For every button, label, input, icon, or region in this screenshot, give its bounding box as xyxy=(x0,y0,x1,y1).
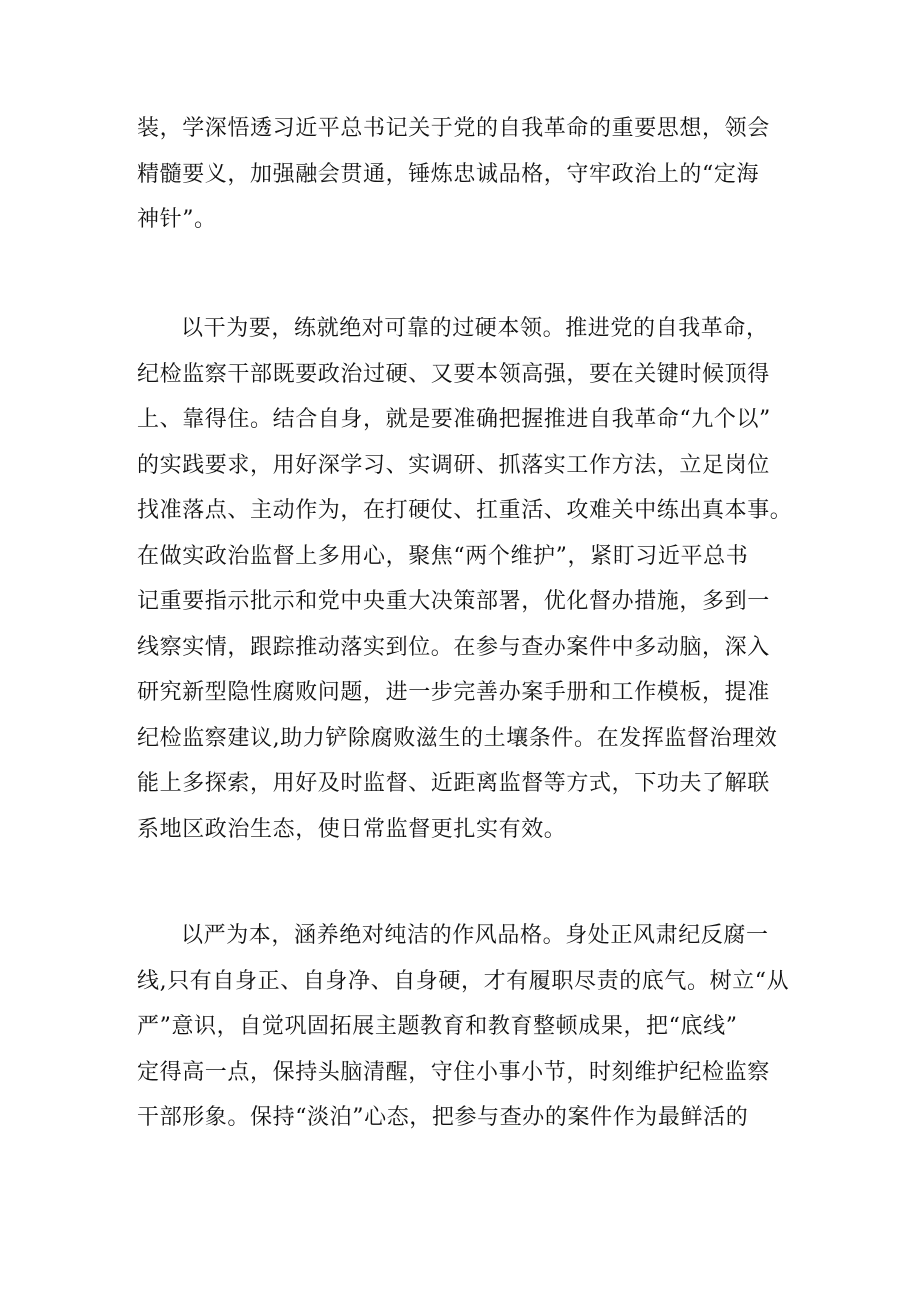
text-line: 找准落点、主动作为，在打硬仗、扛重活、攻难关中练出真本事。 xyxy=(137,498,793,523)
text-line: 的实践要求，用好深学习、实调研、抓落实工作方法，立足岗位 xyxy=(137,452,770,478)
text-line: 在做实政治监督上多用心，聚焦“两个维护”，紧盯习近平总书 xyxy=(137,543,749,569)
paragraph-1 xyxy=(137,106,797,243)
text-line: 装，学深悟透习近平总书记关于党的自我革命的重要思想，领会 xyxy=(137,116,770,141)
text-line: 线,只有自身正、自身净、自身硬，才有履职尽责的底气。树立“从 xyxy=(137,968,790,994)
text-line: 线察实情，跟踪推动落实到位。在参与查办案件中多动脑，深入 xyxy=(137,634,770,660)
text-line: 严”意识，自觉巩固拓展主题教育和教育整顿成果，把“底线” xyxy=(137,1014,738,1039)
text-line: 干部形象。保持“淡泊”心态，把参与查办的案件作为最鲜活的 xyxy=(137,1105,749,1130)
paragraph-3 xyxy=(137,913,797,1141)
text-line: 定得高一点，保持头脑清醒，守住小事小节，时刻维护纪检监察 xyxy=(137,1059,770,1085)
text-line: 能上多探索，用好及时监督、近距离监督等方式，下功夫了解联 xyxy=(137,771,770,796)
text-line: 上、靠得住。结合自身，就是要准确把握推进自我革命“九个以” xyxy=(137,407,771,432)
paragraph-2 xyxy=(137,306,797,852)
text-line: 以严为本，涵养绝对纯洁的作风品格。身处正风肃纪反腐一 xyxy=(181,923,769,948)
text-line: 记重要指示批示和党中央重大决策部署，优化督办措施，多到一 xyxy=(137,589,770,614)
text-line: 研究新型隐性腐败问题，进一步完善办案手册和工作模板，提准 xyxy=(137,680,770,705)
text-line: 纪检监察建议,助力铲除腐败滋生的土壤条件。在发挥监督治理效 xyxy=(137,725,778,751)
text-line: 纪检监察干部既要政治过硬、又要本领高强，要在关键时候顶得 xyxy=(137,361,770,387)
text-line: 以干为要，练就绝对可靠的过硬本领。推进党的自我革命， xyxy=(181,316,769,341)
text-line: 神针”。 xyxy=(137,207,217,232)
text-line: 精髓要义，加强融会贯通，锤炼忠诚品格，守牢政治上的“定海 xyxy=(137,161,760,187)
text-line: 系地区政治生态，使日常监督更扎实有效。 xyxy=(137,816,567,842)
